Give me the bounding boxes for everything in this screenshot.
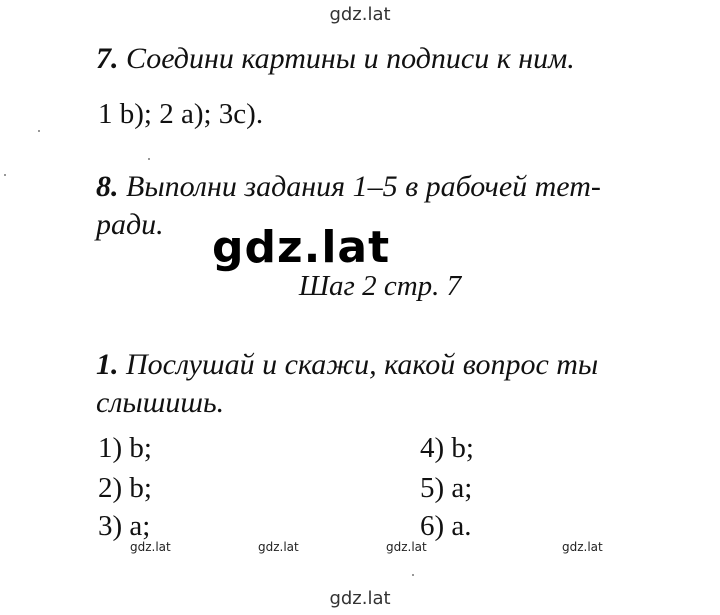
task-7-answer: 1 b); 2 a); 3c). [98,98,264,130]
scan-speck [148,158,150,160]
watermark-top: gdz.lat [329,4,391,25]
task-1-line-1: Послушай и скажи, какой вопрос ты [126,348,599,381]
task-1-line-2: слышишь. [96,386,225,419]
task-8-line-2: ради. [96,208,164,241]
watermark-small-2: gdz.lat [258,540,299,554]
scan-speck [412,574,414,576]
task-1-answer-4: 4) b; [420,432,474,464]
watermark-bottom: gdz.lat [329,588,391,609]
task-8-number: 8. [96,170,119,203]
scan-speck [38,130,40,132]
task-1-number: 1. [96,348,119,381]
step-heading: Шаг 2 стр. 7 [298,270,462,302]
watermark-small-4: gdz.lat [562,540,603,554]
task-1-answer-5: 5) a; [420,472,473,504]
task-1 [96,346,598,422]
task-7-text: Соедини картины и подписи к ним. [126,42,575,75]
scan-speck [4,174,6,176]
task-1-answer-1: 1) b; [98,432,152,464]
task-7-number: 7. [96,42,119,75]
task-7 [96,40,575,78]
task-1-answer-2: 2) b; [98,472,152,504]
watermark-small-3: gdz.lat [386,540,427,554]
task-1-answer-6: 6) a. [420,510,472,542]
task-1-answer-3: 3) a; [98,510,151,542]
watermark-small-1: gdz.lat [130,540,171,554]
watermark-center: gdz.lat [212,222,391,273]
task-8-line-1: Выполни задания 1–5 в рабочей тет- [126,170,601,203]
